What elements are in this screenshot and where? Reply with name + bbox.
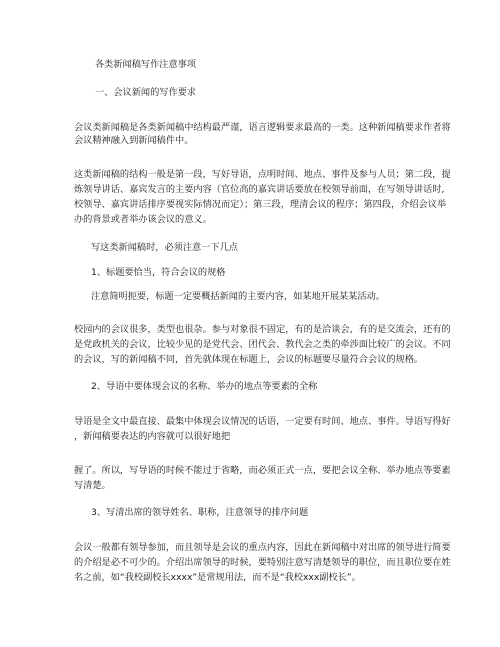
document-title: 各类新闻稿写作注意事项 — [95, 59, 197, 70]
paragraph-line: 的介绍是必不可少的。介绍出席领导的时候，要特别注意写清楚领导的职位，而且职位要在姓 — [74, 557, 451, 568]
paragraph-line: 导语是全文中最直接、最集中体现会议情况的话语，一定要有时间、地点、事件。导语写得好 — [74, 416, 451, 427]
list-item-heading: 1、标题要恰当，符合会议的规格 — [91, 267, 226, 278]
paragraph-line: 会议精神融入到新闻稿件中。 — [74, 135, 194, 146]
list-item-heading: 3、写清出席的领导姓名、职称，注意领导的排序问题 — [91, 507, 309, 518]
section-heading: 一、会议新闻的写作要求 — [95, 87, 197, 98]
paragraph-line: 校园内的会议很多，类型也很杂。参与对象很不固定，有的是洽谈会，有的是交流会，还有的 — [74, 324, 451, 335]
paragraph-line: 握了。所以，写导语的时候不能过于省略，而必须正式一点，要把会议全称、举办地点等要素 — [74, 465, 451, 476]
paragraph-line: 注意简明扼要，标题一定要概括新闻的主要内容，如某地开展某某活动。 — [91, 291, 385, 302]
paragraph-line: 办的背景或者举办该会议的意义。 — [74, 214, 212, 225]
paragraph-line: 写清楚。 — [74, 480, 111, 491]
paragraph-line: 的会议，写的新闻稿不同，首先就体现在标题上，会议的标题要尽量符合会议的规格。 — [74, 354, 424, 365]
paragraph-line: ，新闻稿要表达的内容就可以很好地把 — [74, 431, 231, 442]
paragraph-line: 校领导、嘉宾讲话排序要视实际情况而定）；第三段，理清会议的程序；第四段，介绍会议举 — [74, 199, 447, 210]
paragraph-line: 这类新闻稿的结构一般是第一段，写好导语，点明时间、地点、事件及参与人员；第二段，提 — [74, 169, 451, 180]
paragraph-line: 炼领导讲话、嘉宾发言的主要内容（官位高的嘉宾讲话要放在校领导前面，在写领导讲话时, — [74, 184, 445, 195]
paragraph-line: 写这类新闻稿时，必须注意一下几点 — [91, 242, 238, 253]
paragraph-line: 会议一般都有领导参加，而且领导是会议的重点内容，因此在新闻稿中对出席的领导进行简要 — [74, 542, 451, 553]
paragraph-line: 是党政机关的会议，比较少见的是党代会、团代会、教代会之类的牵涉面比较广的会议。不同 — [74, 339, 451, 350]
paragraph-line: 名之前，如“我校副校长xxxx”是常规用法，而不是“我校xxx副校长”。 — [74, 572, 361, 583]
paragraph-line: 会议类新闻稿是各类新闻稿中结构最严谨，语言逻辑要求最高的一类。这种新闻稿要求作者将 — [74, 122, 451, 133]
list-item-heading: 2、导语中要体现会议的名称、举办的地点等要素的全称 — [91, 381, 318, 392]
